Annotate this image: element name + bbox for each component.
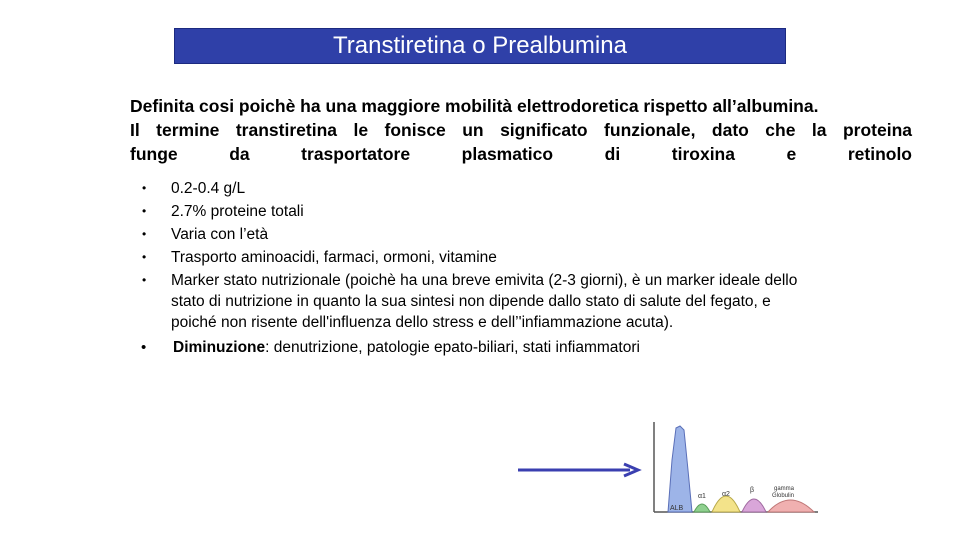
label-alb: ALB — [670, 505, 684, 512]
label-globulin: Globulin — [772, 493, 795, 499]
bullet-item — [138, 201, 818, 222]
bullet-label: Diminuzione — [173, 339, 266, 356]
bullet-dot-icon: • — [142, 181, 147, 195]
intro-paragraph — [130, 94, 912, 166]
arrow-right-icon — [516, 462, 642, 478]
slide-title: Transtiretina o Prealbumina — [333, 32, 627, 59]
bullet-item — [138, 224, 818, 245]
intro-line-2: Il termine transtiretina le fonisce un significato funzionale, dato che la proteina — [130, 120, 912, 140]
electrophoresis-image — [650, 420, 822, 516]
label-gamma: gamma — [774, 486, 795, 492]
bullet-text: 2.7% proteine totali — [171, 203, 304, 220]
bullet-item — [138, 178, 818, 199]
bullet-list — [138, 178, 818, 360]
label-alpha1: α1 — [698, 493, 706, 500]
label-beta: β — [750, 487, 755, 494]
bullet-text: Trasporto aminoacidi, farmaci, ormoni, vitamine — [171, 249, 497, 266]
bullet-text: Varia con l’età — [171, 226, 269, 243]
bullet-text: Marker stato nutrizionale (poichè ha una breve emivita (2-3 giorni), è un marker ideale dello stato di nutrizione in quanto la sua sintesi non dipende dallo stato di salute del fegato, e poiché non risente dell'influenza dello stress e dell’'infiammazione acuta). — [171, 272, 798, 331]
bullet-dot-icon: • — [141, 339, 147, 356]
bullet-dot-icon: • — [142, 273, 147, 287]
bullet-item — [138, 247, 818, 268]
bullet-dot-icon: • — [142, 250, 147, 264]
bullet-dot-icon: • — [142, 204, 147, 218]
bullet-item-diminuzione — [138, 337, 818, 358]
bullet-dot-icon: • — [142, 227, 147, 241]
bullet-item — [138, 270, 818, 333]
intro-line-3: funge da trasportatore plasmatico di tiroxina e retinolo — [130, 144, 912, 164]
label-alpha2: α2 — [722, 491, 730, 498]
title-bar — [174, 28, 786, 64]
intro-line-1: Definita cosi poichè ha una maggiore mobilità elettrodoretica rispetto all’albumina. — [130, 96, 819, 116]
bullet-text: 0.2-0.4 g/L — [171, 180, 246, 197]
bullet-text: : denutrizione, patologie epato-biliari, stati infiammatori — [265, 339, 640, 356]
